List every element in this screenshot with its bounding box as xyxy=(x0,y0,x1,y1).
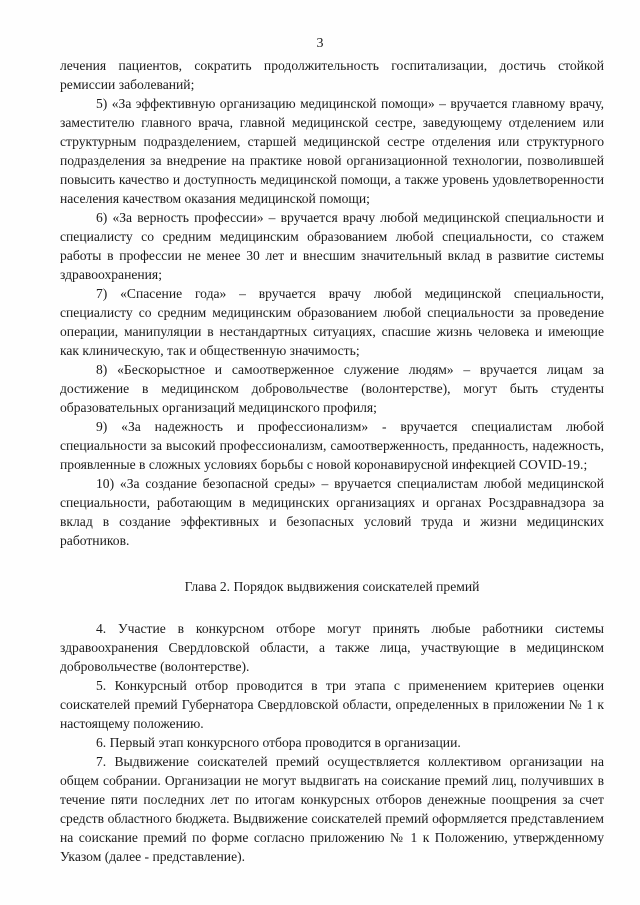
paragraph-award-5: 5) «За эффективную организацию медицинской помощи» – вручается главному врачу, заместителю главного врача, главной медицинской сестре, заведующему отделением или структурным подразделением, старшей медицинской сестре отделения или структурного подразделения за внедрение на практике новой организационной технологии, позволившей повысить качество и доступность медицинской помощи, а также уровень удовлетворенности населения качеством оказания медицинской помощи; xyxy=(60,96,604,206)
paragraph-clause-7: 7. Выдвижение соискателей премий осуществляется коллективом организации на общем собрании. Организации не могут выдвигать на соискание премий лиц, получивших в течение пяти последних лет по итогам конкурсных отборов денежные поощрения за счет средств областного бюджета. Выдвижение соискателей премий оформляется представлением на соискание премий по форме согласно приложению № 1 к Положению, утвержденному Указом (далее - представление). xyxy=(60,754,604,864)
paragraph-award-7: 7) «Спасение года» – вручается врачу любой медицинской специальности, специалисту со средним медицинским образованием любой специальности за проведение операции, манипуляции в нестандартных ситуациях, спасшие жизнь человека и имеющие как клиническую, так и общественную значимость; xyxy=(60,286,604,358)
paragraph: лечения пациентов, сократить продолжительность госпитализации, достичь стойкой ремиссии заболеваний; xyxy=(60,58,604,92)
paragraph-clause-6: 6. Первый этап конкурсного отбора проводится в организации. xyxy=(96,735,461,750)
paragraph-award-9: 9) «За надежность и профессионализм» - вручается специалистам любой специальности за высокий профессионализм, самоотверженность, преданность, надежность, проявленные в сложных условиях борьбы с новой коронавирусной инфекцией COVID-19.; xyxy=(60,419,604,472)
paragraph-award-6: 6) «За верность профессии» – вручается врачу любой медицинской специальности и специалисту со средним медицинским образованием любой специальности, со стажем работы в профессии не менее 30 лет и внесшим значительный вклад в развитие системы здравоохранения; xyxy=(60,210,604,282)
paragraph-clause-4: 4. Участие в конкурсном отборе могут принять любые работники системы здравоохранения Свердловской области, а также лица, участвующие в медицинском добровольчестве (волонтерстве). xyxy=(60,621,604,674)
page-number: 3 xyxy=(316,36,324,51)
paragraph-clause-5: 5. Конкурсный отбор проводится в три этапа с применением критериев оценки соискателей премий Губернатора Свердловской области, определенных в приложении № 1 к настоящему положению. xyxy=(60,678,604,731)
chapter-heading: Глава 2. Порядок выдвижения соискателей премий xyxy=(184,579,480,594)
paragraph-award-10: 10) «За создание безопасной среды» – вручается специалистам любой медицинской специальности, работающим в медицинских организациях и органах Росздравнадзора за вклад в создание эффективных и безопасных условий труда и жизни медицинских работников. xyxy=(60,476,604,548)
document-body xyxy=(60,56,604,866)
paragraph-award-8: 8) «Бескорыстное и самоотверженное служение людям» – вручается лицам за достижение в медицинском добровольчестве (волонтерстве), могут быть студенты образовательных организаций медицинского профиля; xyxy=(60,362,604,415)
